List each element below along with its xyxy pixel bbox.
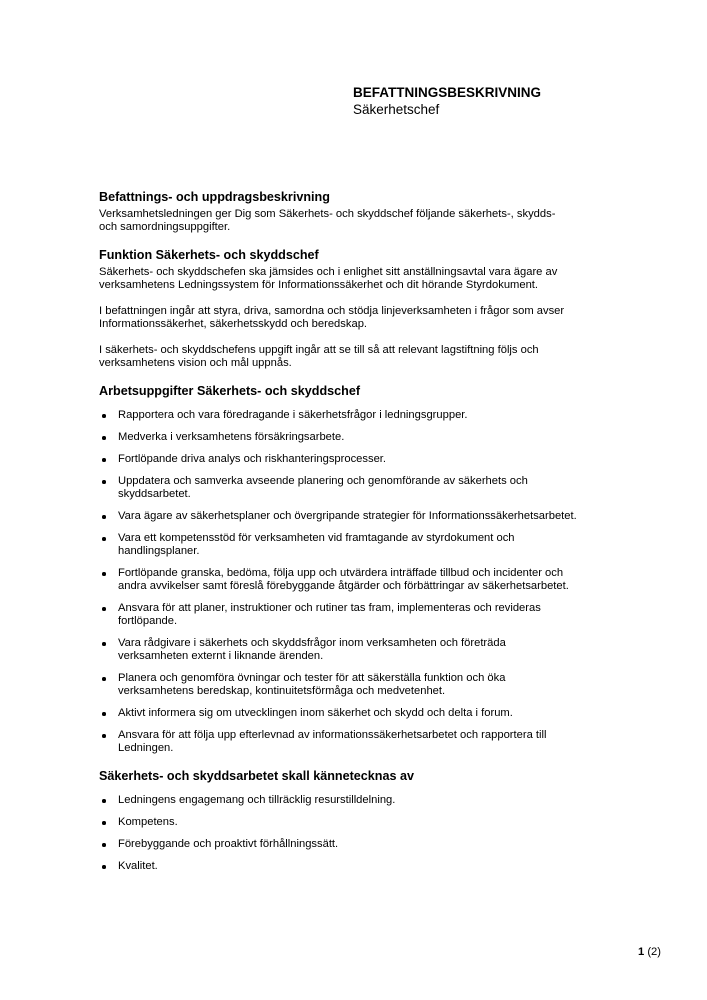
list-item-text: Fortlöpande granska, bedöma, följa upp och utvärdera inträffade tillbud och incidenter och andra avvikelser samt föreslå förebyggande åtgärder och förbättringar av säkerhetsarbetet. [118,567,569,592]
list-item-text: Ansvara för att följa upp efterlevnad av informationssäkerhetsarbetet och rapportera till Ledningen. [118,729,547,754]
bullet-icon [102,572,106,576]
list-item [99,729,639,755]
bullet-icon [102,865,106,869]
list-item-text: Ledningens engagemang och tillräcklig resurstilldelning. [118,794,396,806]
list-item-text: Aktivt informera sig om utvecklingen inom säkerhet och skydd och delta i forum. [118,707,513,719]
bullet-icon [102,843,106,847]
list-item-text: Rapportera och vara föredragande i säkerhetsfrågor i ledningsgrupper. [118,409,468,421]
bullet-icon [102,712,106,716]
list-item-text: Vara ett kompetensstöd för verksamheten vid framtagande av styrdokument och handlingsplaner. [118,532,515,557]
bullet-icon [102,677,106,681]
list-item-text: Kompetens. [118,816,178,828]
bullet-icon [102,515,106,519]
list-item-text: Planera och genomföra övningar och tester för att säkerställa funktion och öka verksamhetens beredskap, kontinuitetsförmåga och medvetenhet. [118,672,506,697]
paragraph: I säkerhets- och skyddschefens uppgift ingår att se till så att relevant lagstiftning följs och verksamhetens vision och mål uppnås. [99,344,539,369]
section-heading: Funktion Säkerhets- och skyddschef [99,248,319,262]
paragraph: Säkerhets- och skyddschefen ska jämsides och i enlighet sitt anställningsavtal vara ägare av verksamhetens Ledningssystem för Informationssäkerhet och dit hörande Styrdokument. [99,266,558,291]
document-subtitle: Säkerhetschef [353,102,440,117]
list-item-text: Medverka i verksamhetens försäkringsarbete. [118,431,345,443]
bullet-icon [102,480,106,484]
section-heading: Säkerhets- och skyddsarbetet skall kännetecknas av [99,769,415,783]
section-befattnings-uppdragsbeskrivning [99,190,639,234]
section-kannetecknas [99,769,639,873]
list-item-text: Kvalitet. [118,860,158,872]
paragraph: I befattningen ingår att styra, driva, samordna och stödja linjeverksamheten i frågor som avser Informationssäkerhet, säkerhetsskydd och beredskap. [99,305,565,330]
list-item [99,475,639,501]
bullet-icon [102,414,106,418]
list-item [99,453,639,466]
bullet-icon [102,799,106,803]
list-item [99,637,639,663]
list-item-text: Fortlöpande driva analys och riskhanteringsprocesser. [118,453,387,465]
section-arbetsuppgifter [99,384,639,755]
document-title: BEFATTNINGSBESKRIVNING [353,85,542,100]
list-item [99,838,639,851]
document-body [99,190,639,882]
bullet-icon [102,458,106,462]
document-header [353,84,541,118]
paragraph: Verksamhetsledningen ger Dig som Säkerhets- och skyddschef följande säkerhets-, skydds- och samordningsuppgifter. [99,208,556,233]
section-heading: Befattnings- och uppdragsbeskrivning [99,190,330,204]
characteristics-list [99,794,639,873]
section-heading: Arbetsuppgifter Säkerhets- och skyddschef [99,384,361,398]
list-item-text: Uppdatera och samverka avseende planering och genomförande av säkerhets och skyddsarbetet. [118,475,528,500]
bullet-icon [102,537,106,541]
bullet-icon [102,642,106,646]
list-item [99,409,639,422]
list-item [99,816,639,829]
list-item-text: Ansvara för att planer, instruktioner och rutiner tas fram, implementeras och revideras fortlöpande. [118,602,541,627]
bullet-icon [102,607,106,611]
section-funktion [99,248,639,370]
page-number-total: (2) [647,946,661,958]
bullet-icon [102,821,106,825]
list-item [99,567,639,593]
list-item [99,860,639,873]
list-item [99,672,639,698]
page-number [0,946,661,959]
list-item [99,510,639,523]
list-item-text: Vara rådgivare i säkerhets och skyddsfrågor inom verksamheten och företräda verksamheten externt i liknande ärenden. [118,637,506,662]
task-list [99,409,639,755]
list-item-text: Förebyggande och proaktivt förhållningssätt. [118,838,339,850]
page-number-current: 1 [637,946,645,958]
bullet-icon [102,436,106,440]
list-item [99,532,639,558]
list-item-text: Vara ägare av säkerhetsplaner och övergripande strategier för Informationssäkerhetsarbetet. [118,510,577,522]
list-item [99,431,639,444]
bullet-icon [102,734,106,738]
list-item [99,602,639,628]
list-item [99,707,639,720]
list-item [99,794,639,807]
